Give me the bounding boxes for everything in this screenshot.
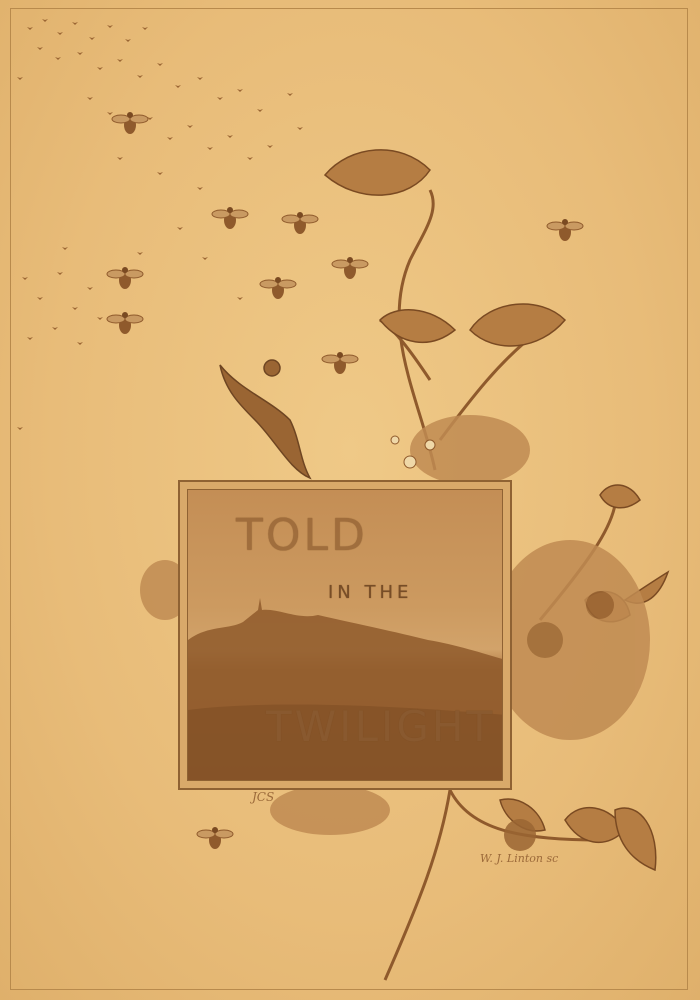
title-words-in-the: IN THE bbox=[328, 582, 413, 603]
title-plate bbox=[178, 480, 512, 790]
artist-monogram: JCS bbox=[252, 790, 275, 804]
insect-swarm bbox=[17, 19, 303, 430]
twilight-landscape bbox=[187, 489, 503, 781]
engraver-signature: W. J. Linton sc bbox=[480, 852, 559, 865]
title-word-twilight: TWILIGHT bbox=[266, 702, 496, 751]
title-word-told: TOLD bbox=[236, 510, 368, 561]
sprite-figure bbox=[220, 360, 310, 478]
